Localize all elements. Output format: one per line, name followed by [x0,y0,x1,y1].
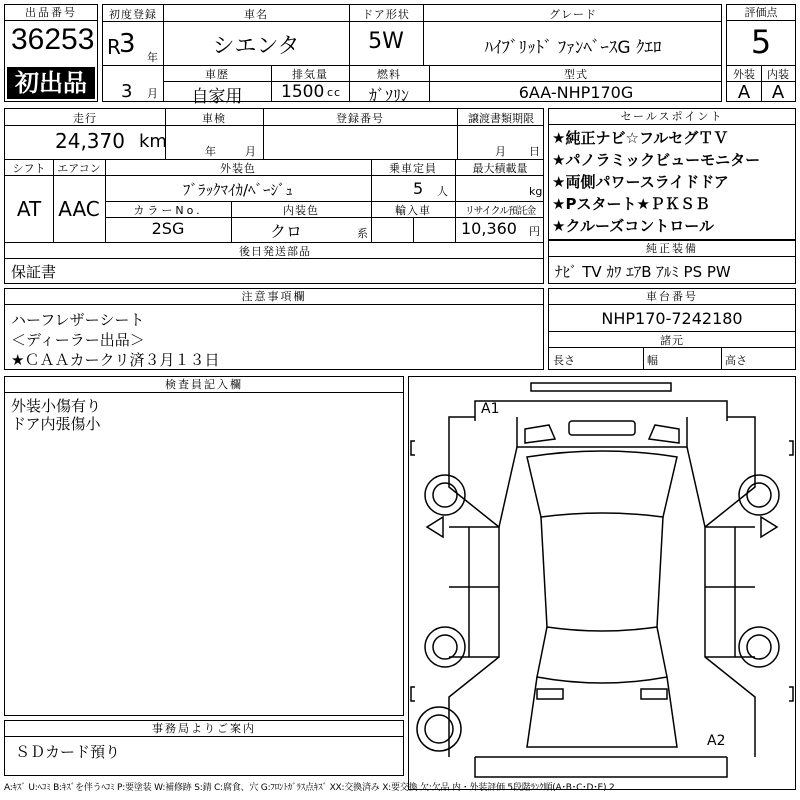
sales-points-list [549,125,795,237]
grade-label: グレード [549,8,597,21]
inspector-line: ドア内張傷小 [11,415,101,433]
fuel: ｶﾞｿﾘﾝ [368,86,409,105]
notes-box [4,288,544,370]
score-box [726,4,796,102]
import-label: 輸入車 [395,204,431,217]
equipment-value: ﾅﾋﾞ TV ｶﾜ ｴｱB ｱﾙﾐ PS PW [555,263,731,281]
score-label: 評価点 [727,5,795,21]
sales-points-box [548,108,796,240]
ext-grade: A [737,82,751,103]
inspector-box [4,376,404,716]
sales-points-label: セールスポイント [549,109,795,125]
reg-month: 3 [121,81,133,102]
inspector-line: 外装小傷有り [11,397,102,415]
equipment-label: 純正装備 [549,241,795,257]
lot-label: 出品番号 [5,5,97,21]
displacement: 1500 [281,82,325,102]
year-unit: 年 [147,51,159,64]
legend-line: A:ｷｽﾞ U:ﾍｺﾐ B:ｷｽﾞを伴うﾍｺﾐ P:要塗装 W:補修跡 S:錆 C:腐食、穴 G:ﾌﾛﾝﾄｶﾞﾗｽ点ｷｽﾞ XX:交換済み X:要交換 欠:欠品 内・外装評価 5段階ﾗﾝｸ順(A･B･C･D･E) 2 [4,783,615,793]
spec-label: 諸元 [660,334,684,347]
door-type: 5W [368,29,404,54]
later-parts: 保証書 [11,263,57,281]
displacement-label: 排気量 [292,68,328,81]
int-color-label: 内装色 [283,204,319,217]
displacement-unit: cc [327,86,342,99]
color-no: 2SG [151,219,185,238]
chassis-box [548,288,796,370]
history-label: 車歴 [205,68,229,81]
model-label: 型式 [564,68,588,81]
color-no-label: カラーNo. [133,204,203,217]
chassis-label: 車台番号 [549,289,795,305]
ext-color: ﾌﾞﾗｯｸﾏｲｶ/ﾍﾞｰｼﾞｭ [182,181,294,199]
mileage-unit: km [139,131,167,152]
shift-label: シフト [12,162,46,175]
sales-point: ★両側パワースライドドア [552,173,729,191]
sales-point: ★Pスタート★ＰＫＳＢ [552,195,710,213]
car-name: シエンタ [212,34,300,59]
later-label: 後日発送部品 [239,245,311,258]
height-label: 高さ [725,354,747,367]
recycle-unit: 円 [529,225,540,238]
model: 6AA-NHP170G [518,83,634,102]
lot-number: 36253 [11,23,95,56]
lot-box [4,4,98,102]
details-box [4,108,544,284]
history: 自家用 [191,87,243,107]
car-name-label: 車名 [244,8,268,21]
transfer-day: 日 [529,145,541,158]
ext-label: 外装 [733,68,755,81]
inspection-month: 月 [245,145,257,158]
reg-no-label: 登録番号 [336,112,384,125]
int-label: 内装 [767,68,789,81]
load-unit: kg [529,185,543,198]
capacity-unit: 人 [437,185,449,198]
door-label: ドア形状 [362,8,410,21]
first-reg-label: 初度登録 [109,8,157,21]
note-line: ★ＣＡＡカークリ済３月１３日 [11,351,220,369]
vehicle-info-box [102,4,722,107]
sales-point: ★パノラミックビューモニター [552,151,761,169]
office-box [4,720,404,776]
int-grade: A [771,82,785,103]
recycle-label: リサイクル預託金 [464,206,536,217]
era: R [107,35,121,59]
car-outline [409,377,795,789]
damage-mark-a1: A1 [481,401,500,417]
load-label: 最大積載量 [472,162,528,175]
office-label: 事務局よりご案内 [5,721,403,737]
notes-label: 注意事項欄 [5,289,543,305]
ext-color-label: 外装色 [220,162,256,175]
int-color-unit: 系 [357,227,369,240]
reg-year: 3 [119,29,136,59]
inspection-year: 年 [205,145,217,158]
note-line: ハーフレザーシート [11,311,145,329]
score: 5 [750,23,772,61]
length-label: 長さ [553,354,575,367]
width-label: 幅 [647,354,659,367]
inspection-label: 車検 [202,112,226,125]
sales-point: ★純正ナビ☆フルセグＴＶ [552,129,729,147]
int-color: クロ [269,222,302,241]
inspector-label: 検査員記入欄 [5,377,403,393]
transfer-label: 譲渡書類期限 [468,112,534,125]
capacity-label: 乗車定員 [389,162,437,175]
office-note: ＳＤカード預り [15,743,121,761]
damage-mark-a2: A2 [707,733,726,749]
ac: AAC [58,197,100,221]
note-line: ＜ディーラー出品＞ [11,331,145,349]
chassis-number: NHP170-7242180 [601,309,743,328]
shift: AT [16,197,42,221]
recycle: 10,360 [461,219,517,238]
equipment-box [548,240,796,284]
capacity: 5 [413,179,424,198]
grade: ﾊｲﾌﾞﾘｯﾄﾞ ﾌｧﾝﾍﾞｰｽG ｸｴﾛ [484,38,662,58]
ac-label: エアコン [57,162,101,175]
damage-diagram [408,376,796,790]
month-unit: 月 [147,87,159,100]
fuel-label: 燃料 [377,68,401,81]
mileage-label: 走行 [73,112,97,125]
first-listing-badge: 初出品 [7,67,95,99]
mileage: 24,370 [55,129,125,153]
sales-point: ★クルーズコントロール [552,217,714,235]
transfer-month: 月 [495,145,507,158]
